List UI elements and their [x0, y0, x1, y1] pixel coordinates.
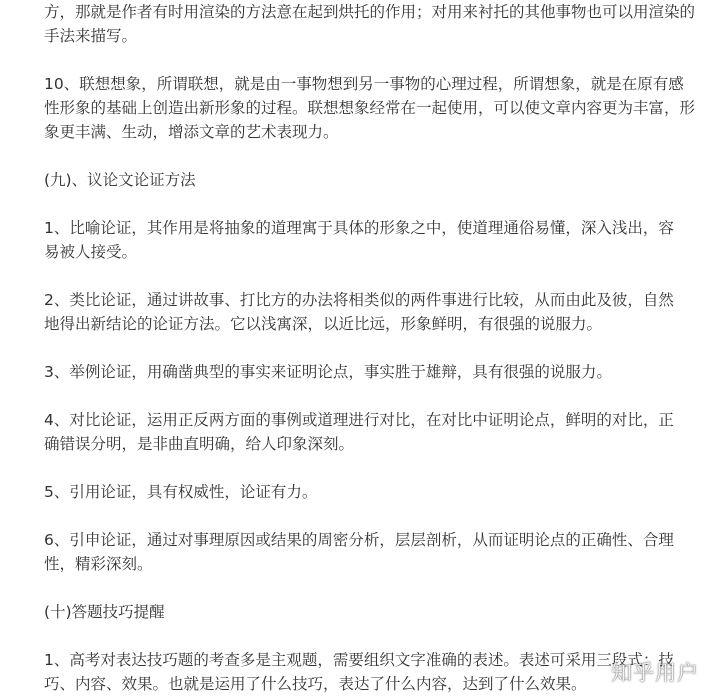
text-line: 地得出新结论的论证方法。它以浅寓深，以近比远，形象鲜明，有很强的说服力。 — [44, 315, 603, 333]
section-heading-argument-methods — [44, 168, 669, 192]
paragraph-rendering — [44, 0, 696, 48]
paragraph-exam-tips — [44, 648, 674, 696]
text-line: 性形象的基础上创造出新形象的过程。联想想象经常在一起使用，可以使文章内容更为丰富，形 — [44, 99, 696, 117]
text-line: 10、联想想象，所谓联想，就是由一事物想到另一事物的心理过程，所谓想象，就是在原有感 — [44, 75, 684, 93]
text-line: 2、类比论证，通过讲故事、打比方的办法将相类似的两件事进行比较，从而由此及彼，自然 — [44, 291, 674, 309]
paragraph-association-imagination — [44, 72, 696, 144]
paragraph-extension-argument — [44, 528, 674, 576]
text-line: 1、高考对表达技巧题的考查多是主观题，需要组织文字准确的表述。表述可采用三段式：技 — [44, 651, 674, 669]
paragraph-contrast-argument — [44, 408, 674, 456]
text-line: 3、举例论证，用确凿典型的事实来证明论点，事实胜于雄辩，具有很强的说服力。 — [44, 363, 612, 381]
text-line: 方，那就是作者有时用渲染的方法意在起到烘托的作用；对用来衬托的其他事物也可以用渲染的 — [44, 3, 696, 21]
text-line: 性，精彩深刻。 — [44, 555, 153, 573]
text-line: 确错误分明，是非曲直明确，给人印象深刻。 — [44, 435, 355, 453]
text-line: 4、对比论证，运用正反两方面的事例或道理进行对比，在对比中证明论点，鲜明的对比，正 — [44, 411, 674, 429]
text-line: 手法来描写。 — [44, 27, 138, 45]
paragraph-citation-argument — [44, 480, 669, 504]
paragraph-analogy-argument — [44, 288, 674, 336]
text-line: 易被人接受。 — [44, 243, 138, 261]
paragraph-metaphor-argument — [44, 216, 674, 264]
section-heading-answer-tips — [44, 600, 669, 624]
paragraph-example-argument — [44, 360, 669, 384]
text-line: (九)、议论文论证方法 — [44, 171, 196, 189]
text-line: 5、引用论证，具有权威性，论证有力。 — [44, 483, 318, 501]
text-line: 巧、内容、效果。也就是运用了什么技巧，表达了什么内容，达到了什么效果。 — [44, 675, 587, 693]
text-line: 1、比喻论证，其作用是将抽象的道理寓于具体的形象之中，使道理通俗易懂，深入浅出，容 — [44, 219, 674, 237]
zhihu-user-watermark: 知乎用户 — [611, 661, 699, 685]
text-line: 象更丰满、生动，增添文章的艺术表现力。 — [44, 123, 339, 141]
text-line: (十)答题技巧提醒 — [44, 603, 165, 621]
text-line: 6、引申论证，通过对事理原因或结果的周密分析，层层剖析，从而证明论点的正确性、合理 — [44, 531, 674, 549]
